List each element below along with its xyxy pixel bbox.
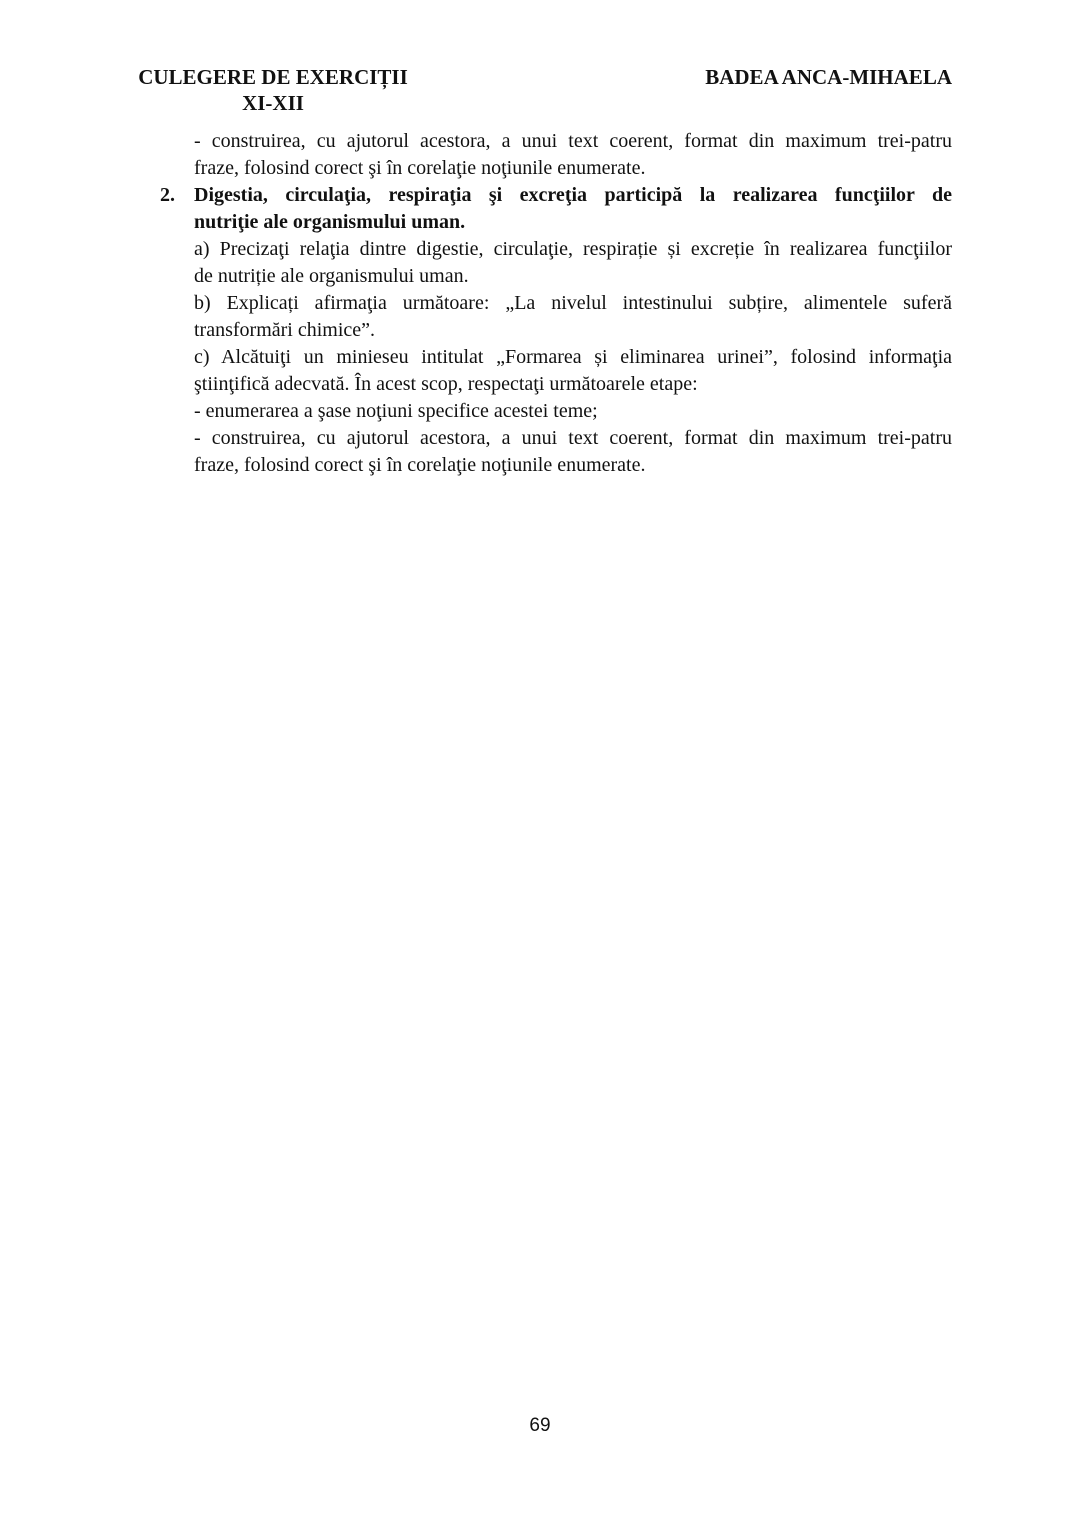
- book-title-line-1: CULEGERE DE EXERCIȚII: [138, 65, 408, 89]
- author-name: BADEA ANCA-MIHAELA: [705, 65, 952, 89]
- exercise-item: [160, 182, 952, 479]
- exercise-body-line: de nutriție ale organismului uman.: [194, 265, 469, 287]
- page-header: [0, 64, 1080, 124]
- page-content: [160, 128, 952, 479]
- exercise-body-line: c) Alcătuiţi un minieseu intitulat „Formarea și eliminarea urinei”, folosind informaţia: [194, 346, 952, 368]
- exercise-body-line: - enumerarea a şase noţiuni specifice acestei teme;: [194, 400, 598, 422]
- page-number: 69: [529, 1415, 551, 1436]
- intro-continuation: [194, 128, 952, 182]
- exercise-body-line: transformări chimice”.: [194, 319, 376, 341]
- intro-line: fraze, folosind corect şi în corelaţie noţiunile enumerate.: [194, 157, 646, 179]
- exercise-body-line: a) Precizaţi relaţia dintre digestie, circulaţie, respirație și excreție în realizarea funcţiilor: [194, 238, 952, 260]
- intro-line: - construirea, cu ajutorul acestora, a unui text coerent, format din maximum trei-patru: [194, 130, 952, 152]
- exercise-body-line: fraze, folosind corect şi în corelaţie noţiunile enumerate.: [194, 454, 646, 476]
- exercise-body-line: b) Explicați afirmaţia următoare: „La nivelul intestinului subțire, alimentele suferă: [194, 292, 952, 314]
- exercise-title-line: Digestia, circulaţia, respiraţia şi excreţia participă la realizarea funcţiilor de: [194, 184, 952, 206]
- exercise-title-line: nutriţie ale organismului uman.: [194, 211, 466, 233]
- exercise-title: [194, 182, 952, 236]
- exercise-body-line: - construirea, cu ajutorul acestora, a unui text coerent, format din maximum trei-patru: [194, 427, 952, 449]
- book-title-line-2: XI-XII: [242, 91, 304, 115]
- exercise-body-line: ştiinţifică adecvată. În acest scop, respectaţi următoarele etape:: [194, 373, 698, 395]
- exercise-body: [194, 236, 952, 479]
- book-title: [128, 64, 418, 116]
- exercise-number: 2.: [160, 184, 175, 206]
